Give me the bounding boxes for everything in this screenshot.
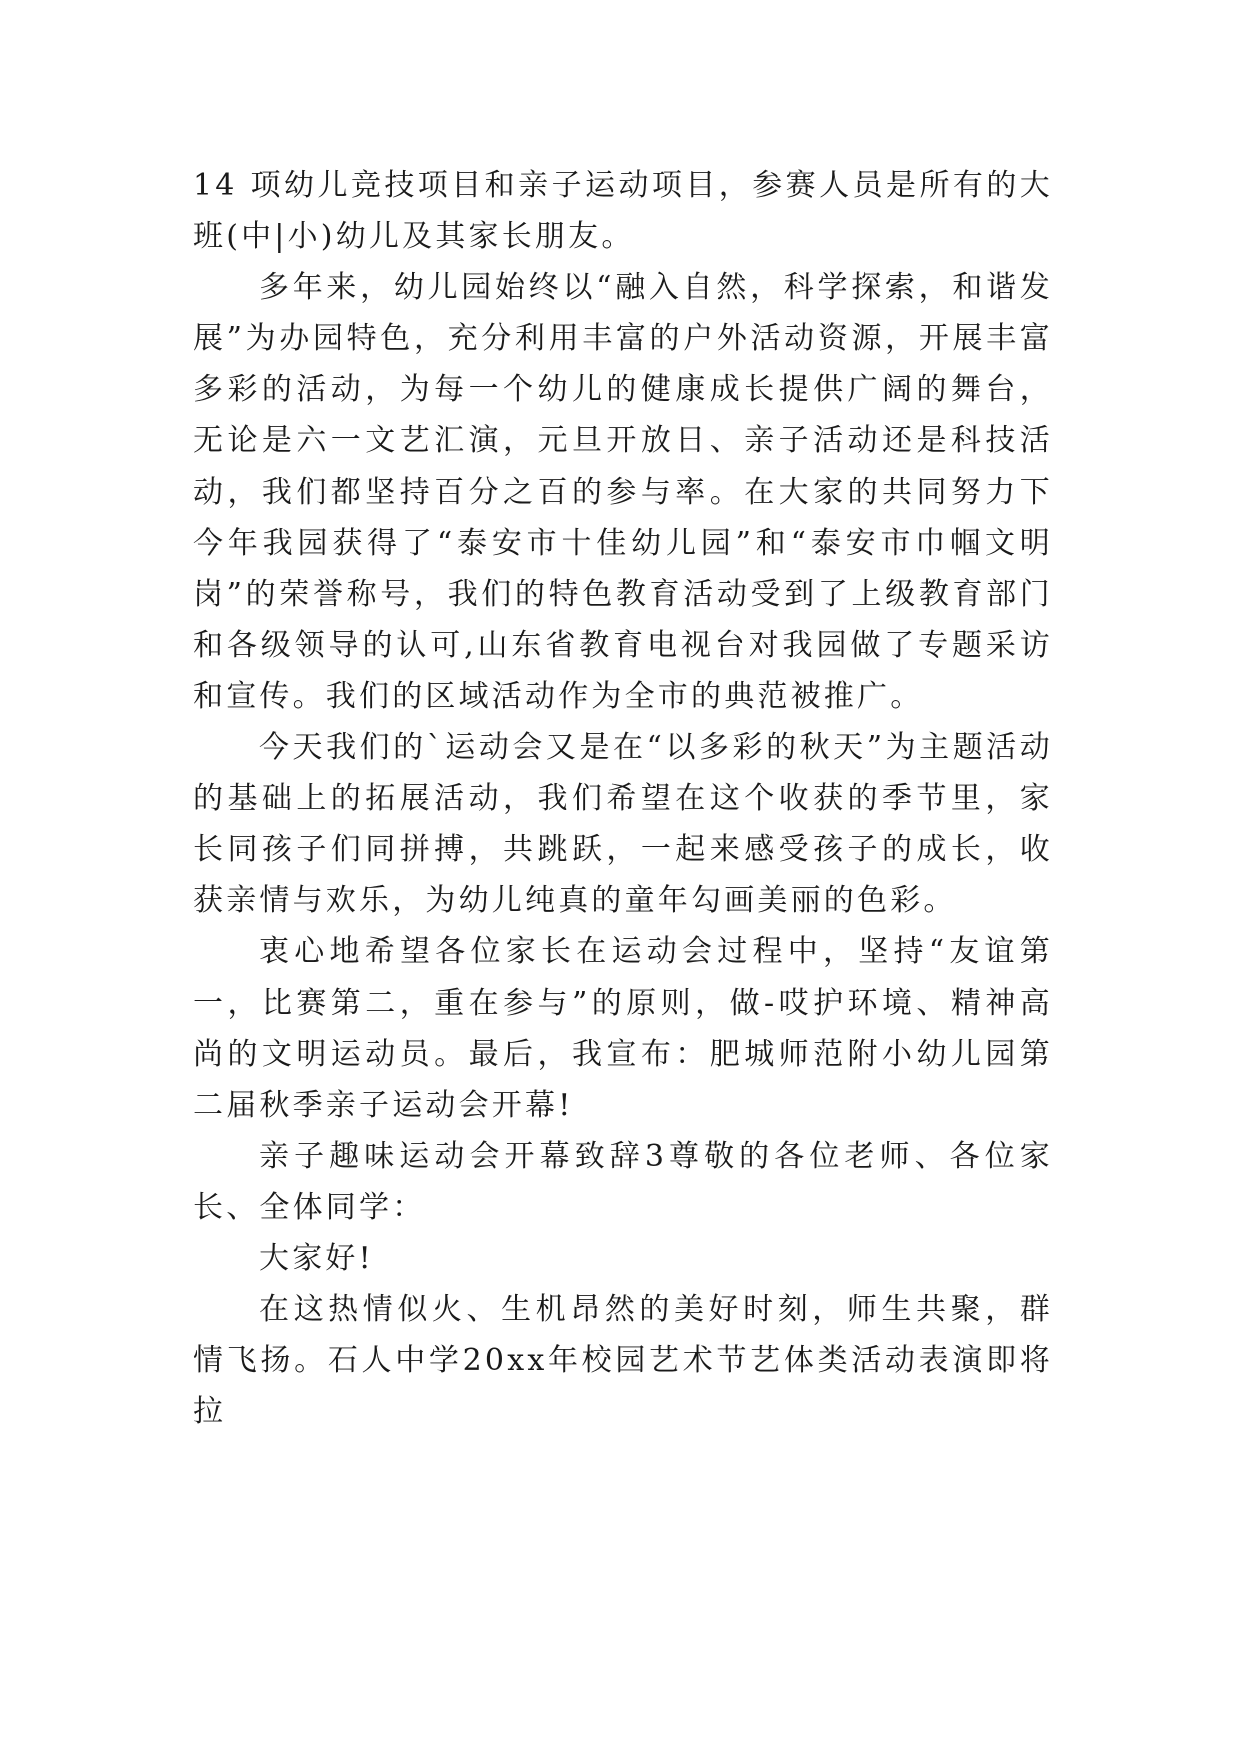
paragraph-2: 多年来，幼儿园始终以“融入自然，科学探索，和谐发展”为办园特色，充分利用丰富的户外活动资源，开展丰富多彩的活动，为每一个幼儿的健康成长提供广阔的舞台，无论是六一文艺汇演，元旦开放日、亲子活动还是科技活动，我们都坚持百分之百的参与率。在大家的共同努力下今年我园获得了“泰安市十佳幼儿园”和“泰安市巾帼文明岗”的荣誉称号，我们的特色教育活动受到了上级教育部门和各级领导的认可,山东省教育电视台对我园做了专题采访和宣传。我们的区域活动作为全市的典范被推广。 xyxy=(193,270,1053,714)
paragraph-3: 今天我们的`运动会又是在“以多彩的秋天”为主题活动的基础上的拓展活动，我们希望在这个收获的季节里，家长同孩子们同拼搏，共跳跃，一起来感受孩子的成长，收获亲情与欢乐，为幼儿纯真的童年勾画美丽的色彩。 xyxy=(193,730,1053,919)
paragraph-1: 14 项幼儿竞技项目和亲子运动项目，参赛人员是所有的大班(中|小)幼儿及其家长朋友。 xyxy=(193,168,1053,255)
paragraph-7: 在这热情似火、生机昂然的美好时刻，师生共聚，群情飞扬。石人中学20xx年校园艺术节艺体类活动表演即将拉 xyxy=(193,1292,1053,1430)
paragraph-6: 大家好! xyxy=(259,1240,374,1276)
document-body xyxy=(193,160,1053,1437)
paragraph-4: 衷心地希望各位家长在运动会过程中，坚持“友谊第一，比赛第二，重在参与”的原则，做-哎护环境、精神高尚的文明运动员。最后，我宣布：肥城师范附小幼儿园第二届秋季亲子运动会开幕! xyxy=(193,934,1053,1123)
paragraph-5: 亲子趣味运动会开幕致辞3尊敬的各位老师、各位家长、全体同学： xyxy=(193,1138,1053,1225)
